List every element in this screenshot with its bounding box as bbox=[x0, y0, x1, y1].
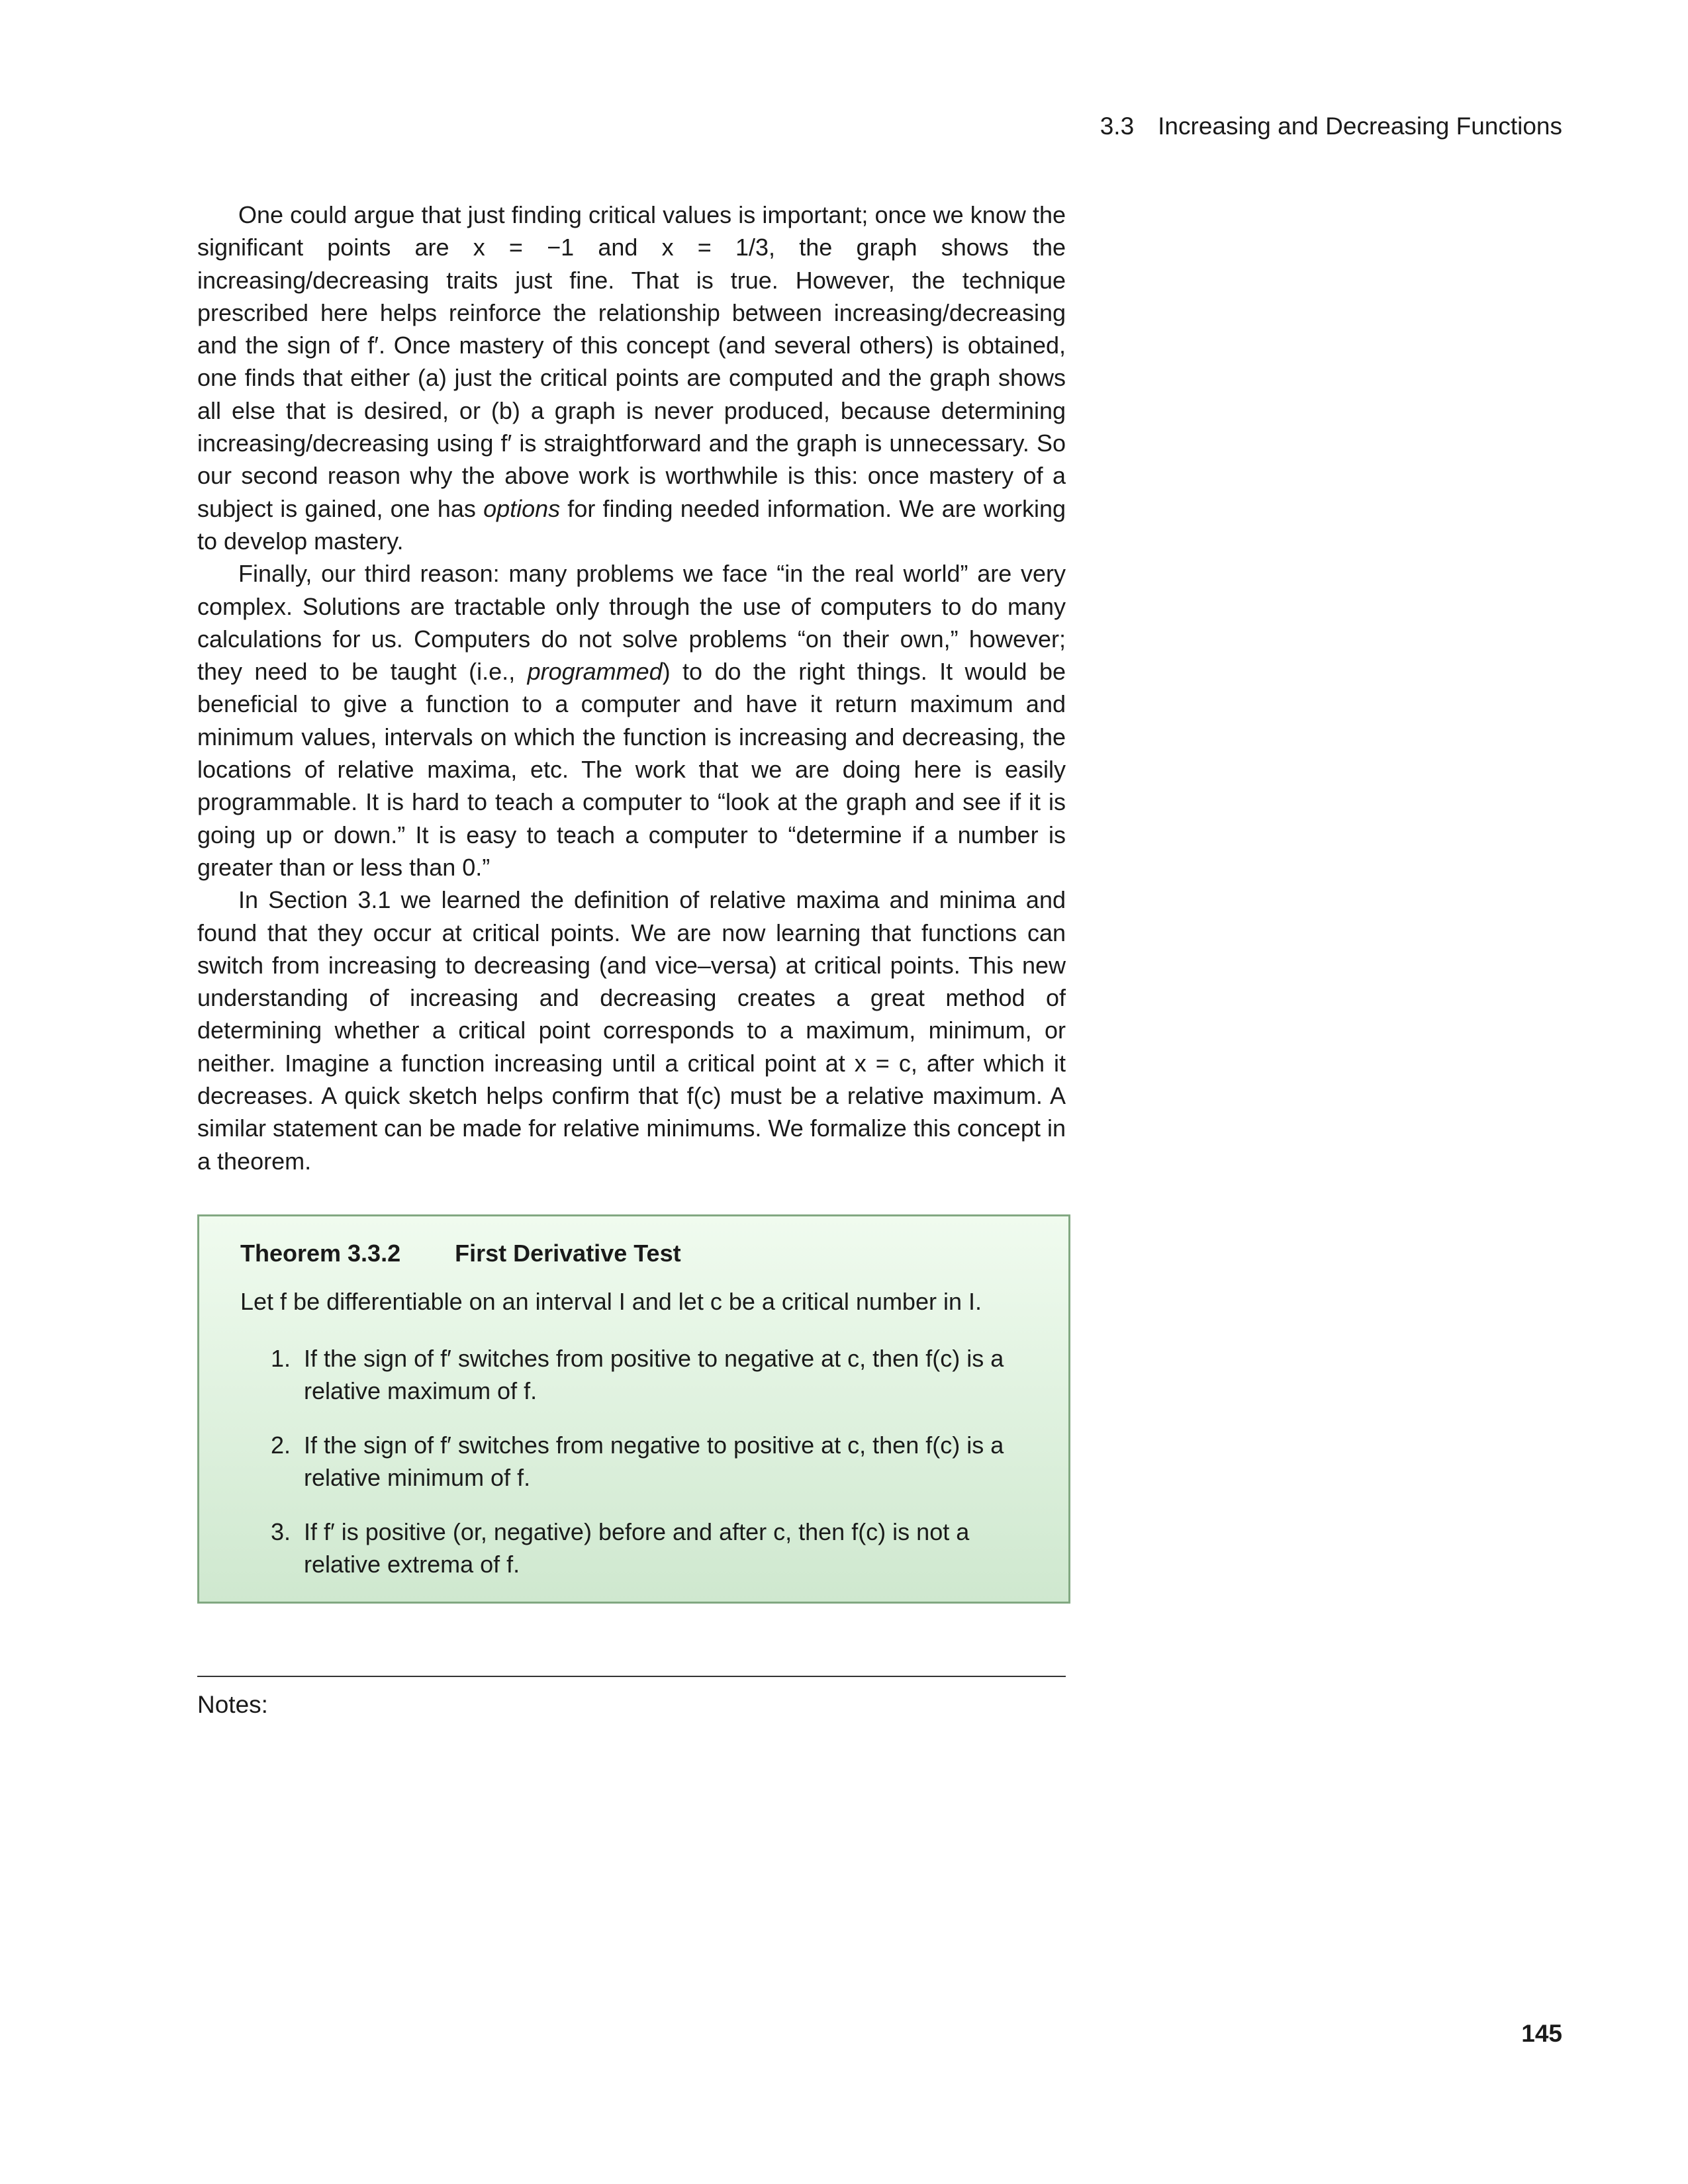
text-run: In Section 3.1 we learned the definition of relative maxima and minima and found that they occur at critical points. We are now learning that functions can switch from increasing to decreasing (and vice–versa) at critical points. This new understanding of increasing and decreasing creates a great method of determining whether a critical point corresponds to a maximum, minimum, or neither. Imagine a function increasing until a critical point at x = c, after which it decreases. A quick sketch helps confirm that f(c) must be a relative maximum. A similar statement can be made for relative minimums. We formalize this concept in a theorem. bbox=[197, 886, 1066, 1175]
theorem-label: Theorem 3.3.2 bbox=[240, 1240, 401, 1267]
paragraph bbox=[197, 884, 1066, 1177]
theorem-box bbox=[197, 1214, 1070, 1604]
theorem-name: First Derivative Test bbox=[455, 1240, 681, 1267]
body-text bbox=[197, 199, 1066, 1177]
paragraph bbox=[197, 557, 1066, 884]
emphasis: programmed bbox=[527, 658, 663, 686]
emphasis: options bbox=[483, 494, 561, 522]
text-run: One could argue that just finding critical values is important; once we know the significant points are x = −1 and x = 1/3, the graph shows the increasing/decreasing traits just fine. That is true. However, the technique prescribed here helps reinforce the relationship between increasing/decreasing and the sign of f′. Once mastery of this concept (and several others) is obtained, one finds that either (a) just the critical points are computed and the graph shows all else that is desired, or (b) a graph is never produced, because determining increasing/decreasing using f′ is straightforward and the graph is unnecessary. So our second reason why the above work is worthwhile is this: once mastery of a subject is gained, one has bbox=[197, 201, 1066, 522]
list-item bbox=[271, 1429, 1025, 1494]
text-run: ) to do the right things. It would be beneficial to give a function to a computer and have it return maximum and minimum values, intervals on which the function is increasing and decreasing, the locations of relative maxima, etc. The work that we are doing here is easily programmable. It is hard to teach a computer to “look at the graph and see if it is going up or down.” It is easy to teach a computer to “determine if a number is greater than or less than 0.” bbox=[197, 658, 1066, 881]
theorem-list bbox=[271, 1342, 1025, 1602]
list-item bbox=[271, 1516, 1025, 1580]
item-number: 1. bbox=[271, 1345, 291, 1372]
text-run: Finally, our third reason: many problems we face “in the real world” are very complex. Solutions are tractable only through the use of computers to do many calculations for us. Computers do not solve problems “on their own,” however; they need to be taught (i.e., bbox=[197, 560, 1066, 686]
list-item bbox=[271, 1342, 1025, 1407]
item-text: If the sign of f′ switches from negative to positive at c, then f(c) is a relative minimum of f. bbox=[304, 1432, 1004, 1491]
item-text: If the sign of f′ switches from positive to negative at c, then f(c) is a relative maximum of f. bbox=[304, 1345, 1004, 1404]
notes-label: Notes: bbox=[197, 1691, 268, 1718]
notes-divider bbox=[197, 1676, 1066, 1677]
theorem-intro: Let f be differentiable on an interval I and let c be a critical number in I. bbox=[240, 1288, 982, 1315]
page-number: 145 bbox=[1521, 2020, 1562, 2047]
item-text: If f′ is positive (or, negative) before and after c, then f(c) is not a relative extrema of f. bbox=[304, 1518, 970, 1578]
text-run: for finding needed information. We are working to develop mastery. bbox=[197, 494, 1066, 555]
item-number: 2. bbox=[271, 1432, 291, 1459]
section-number: 3.3 bbox=[1100, 113, 1135, 140]
paragraph bbox=[197, 199, 1066, 557]
theorem-heading bbox=[240, 1240, 681, 1267]
section-title: Increasing and Decreasing Functions bbox=[1158, 113, 1562, 140]
item-number: 3. bbox=[271, 1518, 291, 1545]
running-header bbox=[1100, 113, 1562, 140]
